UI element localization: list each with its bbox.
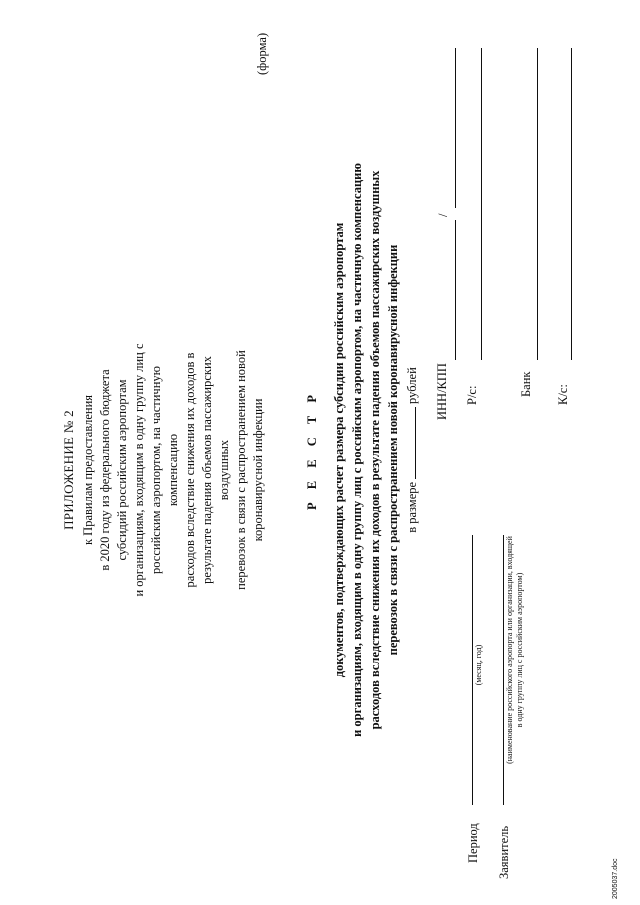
forma-label: (форма) [255, 32, 269, 75]
amount-prefix: в размере [405, 481, 419, 533]
amount-blank-field[interactable] [404, 407, 416, 479]
appendix-line: в 2020 году из федерального бюджета [98, 369, 112, 571]
appendix-line: результате падения объемов пассажирских воздушных [200, 356, 231, 584]
appendix-line: перевозок в связи с распространением новой [234, 350, 248, 590]
document-code: 2005037.doc [612, 858, 619, 899]
kpp-field[interactable] [455, 48, 456, 208]
bank-label: Банк [519, 371, 533, 397]
inn-kpp-label: ИНН/КПП [435, 363, 449, 420]
corr-account-field[interactable] [571, 48, 572, 360]
period-label: Период [466, 823, 480, 863]
period-field[interactable] [472, 535, 473, 805]
bank-field[interactable] [537, 48, 538, 360]
inn-field[interactable] [455, 220, 456, 360]
applicant-field[interactable] [503, 535, 504, 805]
appendix-line: российским аэропортом, на частичную компенсацию [149, 366, 180, 575]
registry-title-block [305, 35, 420, 865]
applicant-label: Заявитель [497, 825, 511, 879]
amount-suffix: рублей [405, 367, 419, 404]
registry-title: Р Е Е С Т Р [305, 390, 319, 510]
period-caption: (месяц, год) [474, 644, 483, 686]
registry-desc-line: расходов вследствие снижения их доходов в результате падения объемов пассажирских воздушных [368, 170, 382, 730]
corr-account-label: К/с: [556, 384, 570, 405]
appendix-line: к Правилам предоставления [81, 394, 95, 546]
appendix-line: расходов вследствие снижения их доходов в [183, 352, 197, 588]
appendix-line: коронавирусной инфекции [251, 398, 265, 542]
registry-desc-line: и организациям, входящим в одну группу лиц с российским аэропортом, на частичную компенсацию [350, 163, 364, 737]
appendix-header [60, 330, 267, 610]
inn-kpp-separator: / [436, 213, 450, 217]
appendix-title: ПРИЛОЖЕНИЕ № 2 [61, 410, 76, 530]
account-field[interactable] [481, 48, 482, 360]
registry-desc-line: перевозок в связи с распространением новой коронавирусной инфекции [386, 244, 400, 656]
account-label: Р/с: [465, 385, 479, 405]
registry-description [330, 35, 402, 865]
amount-line [404, 35, 420, 865]
applicant-caption: (наименование российского аэропорта или организации, входящей в одну группу лиц с российским аэропортом) [505, 536, 524, 764]
appendix-line: субсидий российским аэропортам [115, 379, 129, 561]
registry-desc-line: документов, подтверждающих расчет размера субсидии российским аэропортам [332, 222, 346, 678]
appendix-line: и организациям, входящим в одну группу лиц с [132, 343, 146, 597]
